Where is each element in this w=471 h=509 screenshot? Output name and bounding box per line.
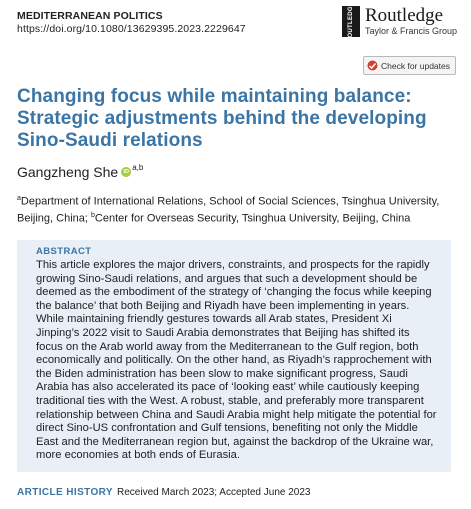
check-for-updates-label: Check for updates — [381, 60, 450, 71]
affiliation-mark-b: b — [91, 211, 95, 219]
routledge-mark-icon — [342, 1, 360, 42]
article-history-label: ARTICLE HISTORY — [17, 487, 114, 498]
author-affiliation-marks: a,b — [132, 163, 144, 172]
article-history-dates: Received March 2023; Accepted June 2023 — [117, 487, 311, 498]
affiliation-a: Department of International Relations, School of Social Sciences, Tsinghua University, Beijing, China; — [17, 195, 440, 225]
abstract-box — [17, 240, 451, 472]
check-for-updates-button[interactable] — [363, 56, 456, 75]
publisher-brand: Routledge — [364, 5, 444, 26]
publisher-logo[interactable] — [342, 1, 457, 42]
abstract-text: This article explores the major drivers, constraints, and prospects for the rapidly growing Sino-Saudi relations, and argues that such a development should be deemed as the embodiment of the strategy of ‘changing the focus while keeping the balance’ that both Beijing and Riyadh have been implementing in years. While maintaining friendly gestures towards all Arab states, President Xi Jinping’s 2022 visit to Saudi Arabia demonstrates that Beijing has shifted its focus on the Arab world away from the Mediterranean to the Gulf region, both economically and politically. On the other hand, as Riyadh’s rapprochement with the Biden administration has been slow to make significant progress, Saudi Arabia has also accelerated its pace of ‘looking east’ while cautiously keeping traditional ties with the West. A robust, stable, and preferably more transparent relationship between China and Saudi Arabia might help mitigate the potential for direct Sino-US confrontation and Gulf tensions, benefiting not only the Middle East and the Mediterranean region but, against the backdrop of the Ukraine war, more economies at both ends of Eurasia. — [36, 259, 437, 462]
affiliation-b: Center for Overseas Security, Tsinghua University, Beijing, China — [94, 212, 411, 225]
publisher-group: Taylor & Francis Group — [364, 26, 457, 36]
article-title: Changing focus while maintaining balance: Strategic adjustments behind the developing Sino-Saudi relations — [17, 86, 427, 151]
journal-name: MEDITERRANEAN POLITICS — [17, 10, 163, 22]
doi-link[interactable]: https://doi.org/10.1080/13629395.2023.2229647 — [17, 23, 246, 35]
affiliation-mark-a: a — [17, 195, 21, 202]
author-line — [17, 163, 143, 181]
crossmark-icon — [367, 60, 378, 71]
orcid-icon[interactable]: iD — [121, 167, 131, 177]
journal-header — [17, 10, 246, 36]
affiliations — [17, 192, 457, 225]
routledge-mark-text: ROUTLEDGE — [347, 1, 354, 42]
article-history — [17, 486, 310, 499]
author-name[interactable]: Gangzheng She — [17, 164, 119, 180]
abstract-label: ABSTRACT — [36, 246, 92, 257]
publisher-wordmark — [365, 6, 457, 37]
